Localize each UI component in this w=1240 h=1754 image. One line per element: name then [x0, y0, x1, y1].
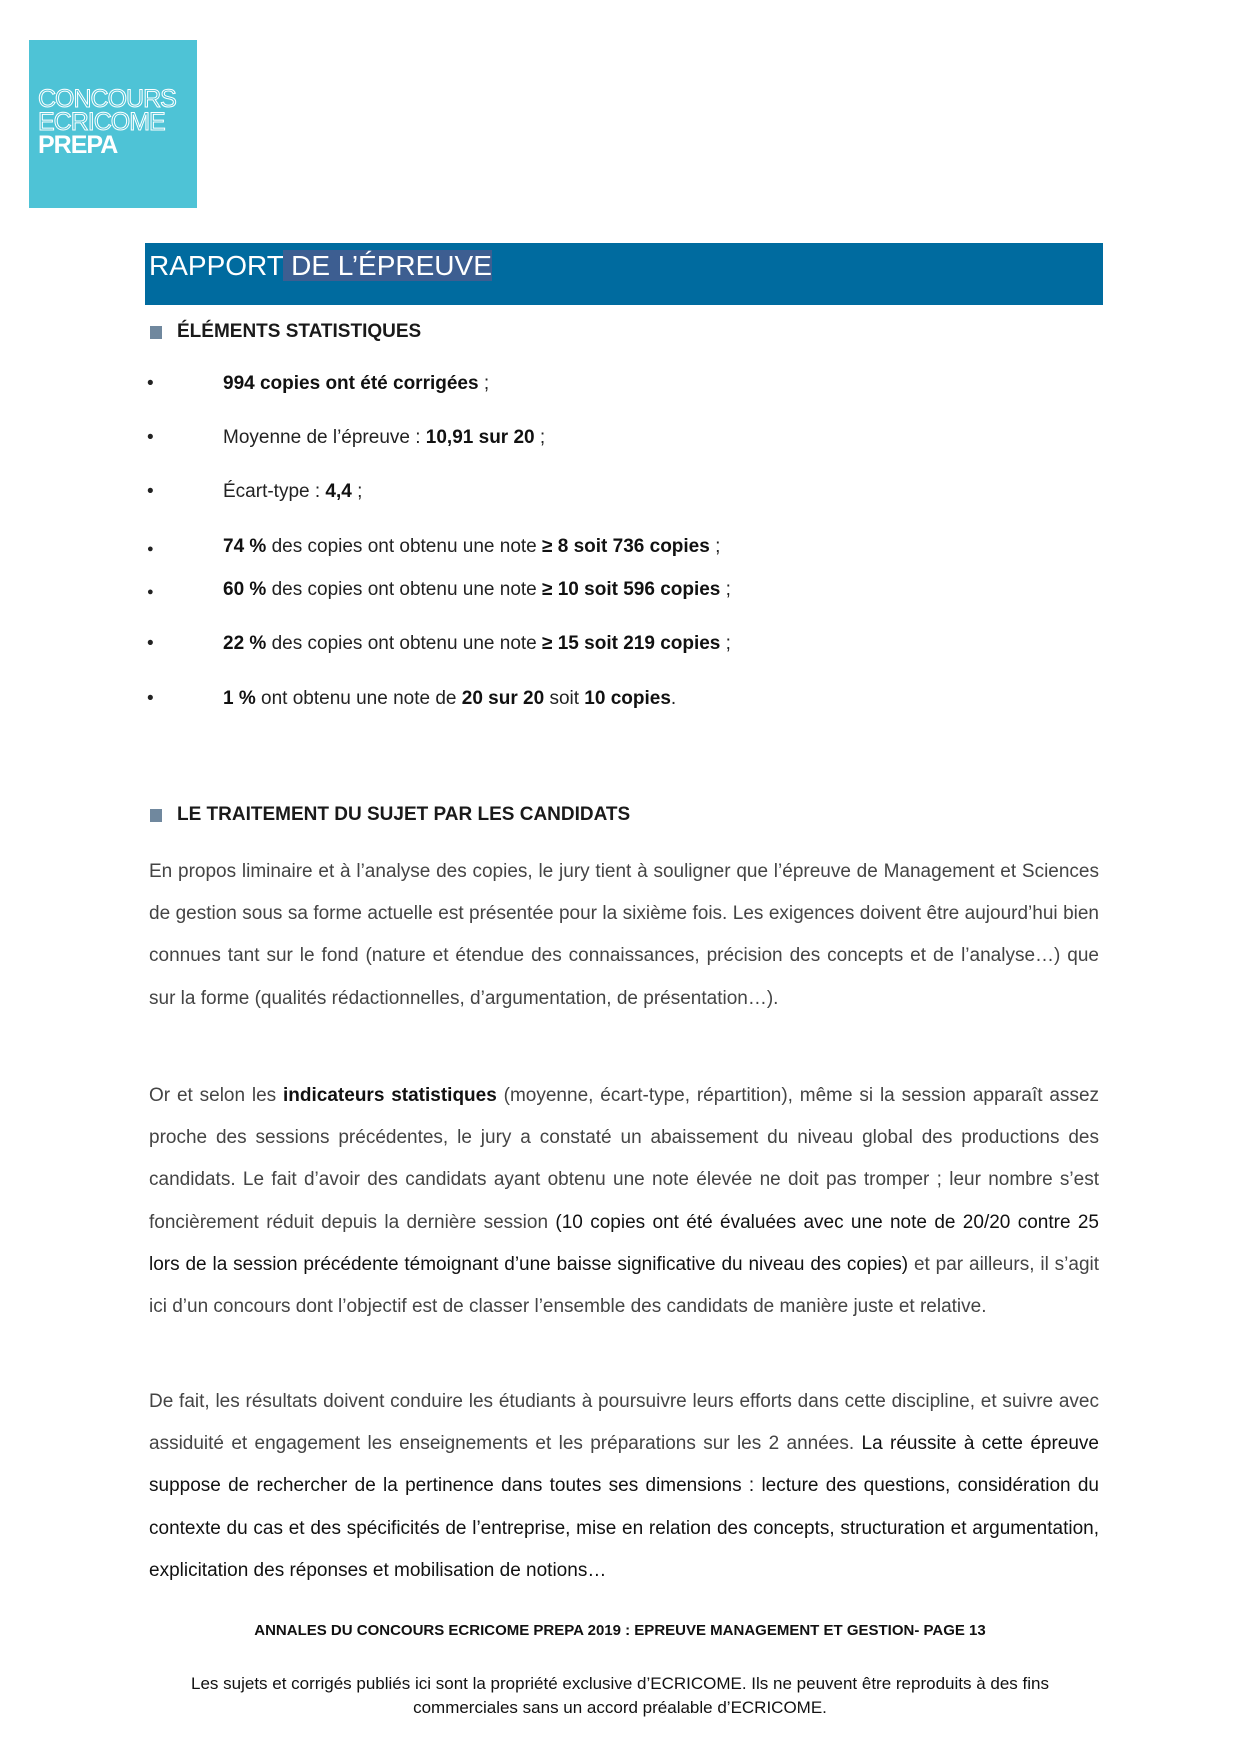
- stat-item: [147, 372, 489, 396]
- logo-line-ecricome: ECRICOME: [38, 108, 165, 136]
- report-title: [149, 247, 492, 284]
- stat-text: ;: [534, 427, 546, 448]
- stat-text: ;: [478, 373, 490, 394]
- stat-text: des copies ont obtenu une note: [266, 536, 543, 557]
- bullet-dot-icon: •: [147, 373, 154, 394]
- paragraph-intro: En propos liminaire et à l’analyse des copies, le jury tient à souligner que l’épreuve de Management et Sciences de gestion sous sa forme actuelle est présentée pour la sixième fois. Les exigences doivent être aujourd’hui bien connues tant sur le fond (nature et étendue des connaissances, précision des concepts et de l’analyse…) que sur la forme (qualités rédactionnelles, d’argumentation, de présentation…).: [149, 861, 1099, 1009]
- footer-running-title: ANNALES DU CONCOURS ECRICOME PREPA 2019 : EPREUVE MANAGEMENT ET GESTION- PAGE 13: [254, 1622, 986, 1639]
- bullet-dot-icon: ●: [147, 543, 154, 555]
- stats-heading: [150, 320, 421, 344]
- stat-text: des copies ont obtenu une note: [266, 633, 543, 654]
- paragraph-segment: indicateurs statistiques: [283, 1085, 497, 1106]
- stat-text: Moyenne de l’épreuve :: [223, 427, 426, 448]
- treatment-heading-text: LE TRAITEMENT DU SUJET PAR LES CANDIDATS: [177, 804, 631, 825]
- stat-text: ≥ 15 soit 219 copies: [542, 633, 721, 654]
- stat-text: soit: [544, 688, 585, 709]
- stat-text: 10 copies: [584, 688, 671, 709]
- square-bullet-icon: [150, 809, 162, 822]
- report-banner: [145, 243, 1103, 305]
- stat-text: 60 %: [223, 579, 267, 600]
- stat-text: des copies ont obtenu une note: [266, 579, 543, 600]
- report-title-part2: DE L’ÉPREUVE: [283, 250, 492, 281]
- bullet-dot-icon: •: [147, 688, 154, 709]
- paragraph-statistics: [149, 1075, 1099, 1328]
- footer-copyright: Les sujets et corrigés publiés ici sont la propriété exclusive d’ECRICOME. Ils ne peuvent être reproduits à des fins commerciales sans un accord préalable d’ECRICOME.: [191, 1674, 1049, 1717]
- stat-text: ;: [720, 579, 731, 600]
- stat-item: [147, 687, 676, 711]
- stats-heading-text: ÉLÉMENTS STATISTIQUES: [177, 321, 422, 342]
- paragraph-segment: Or et selon les: [149, 1085, 284, 1106]
- stat-text: ;: [351, 481, 363, 502]
- bullet-dot-icon: •: [147, 481, 154, 502]
- report-title-part1: RAPPORT: [149, 250, 284, 281]
- stat-item: [147, 578, 731, 604]
- stat-text: ;: [709, 536, 721, 557]
- stat-text: 74 %: [223, 536, 267, 557]
- stat-text: Écart-type :: [223, 481, 326, 502]
- stat-item: [147, 632, 731, 656]
- stat-text: ≥ 8 soit 736 copies: [542, 536, 710, 557]
- bullet-dot-icon: •: [147, 427, 154, 448]
- paragraph-conclusion: [149, 1381, 1099, 1592]
- bullet-dot-icon: •: [147, 633, 154, 654]
- bullet-dot-icon: ●: [147, 586, 154, 598]
- stat-text: ont obtenu une note de: [255, 688, 462, 709]
- square-bullet-icon: [150, 326, 162, 339]
- paragraph-segment: (moyenne, écart-type, répartition), même si la session apparaît assez proche des sessions précédentes, le jury a constaté un abaissement du niveau global des productions des candidats. Le fait d’avoir des candidats ayant obtenu une note élevée ne doit pas tromper ; leur nombre s’est foncièrement réduit depuis la dernière session: [149, 1085, 1100, 1233]
- ecricome-logo: [29, 40, 197, 208]
- stat-item: [147, 426, 545, 450]
- logo-line-concours: CONCOURS: [38, 85, 176, 113]
- stat-text: ;: [720, 633, 731, 654]
- stat-text: 994 copies ont été corrigées: [223, 373, 479, 394]
- paragraph-segment: La réussite à cette épreuve suppose de rechercher de la pertinence dans toutes ses dimensions : lecture des questions, considération du contexte du cas et des spécificités de l’entreprise, mise en relation des concepts, structuration et argumentation, explicitation des réponses et mobilisation de notions…: [149, 1433, 1099, 1581]
- stat-text: .: [670, 688, 677, 709]
- stat-item: [147, 535, 720, 561]
- stat-item: [147, 480, 362, 504]
- paragraph-segment: De fait, les résultats doivent conduire les étudiants à poursuivre leurs efforts dans cette discipline, et suivre avec assiduité et engagement les enseignements et les préparations sur les 2 années.: [149, 1391, 1099, 1455]
- treatment-heading: [150, 803, 630, 827]
- stat-text: 4,4: [325, 481, 352, 502]
- stat-text: 20 sur 20: [461, 688, 545, 709]
- logo-line-prepa: PREPA: [38, 131, 118, 159]
- stat-text: ≥ 10 soit 596 copies: [542, 579, 721, 600]
- stat-text: 1 %: [223, 688, 256, 709]
- paragraph-segment: (10 copies ont été évaluées avec une note de 20/20 contre 25 lors de la session précédente témoignant d’une baisse significative du niveau des copies): [149, 1211, 1100, 1275]
- stat-text: 10,91 sur 20: [425, 427, 535, 448]
- paragraph-segment: et par ailleurs, il s’agit ici d’un concours dont l’objectif est de classer l’ensemble des candidats de manière juste et relative.: [149, 1253, 1100, 1318]
- stat-text: 22 %: [223, 633, 267, 654]
